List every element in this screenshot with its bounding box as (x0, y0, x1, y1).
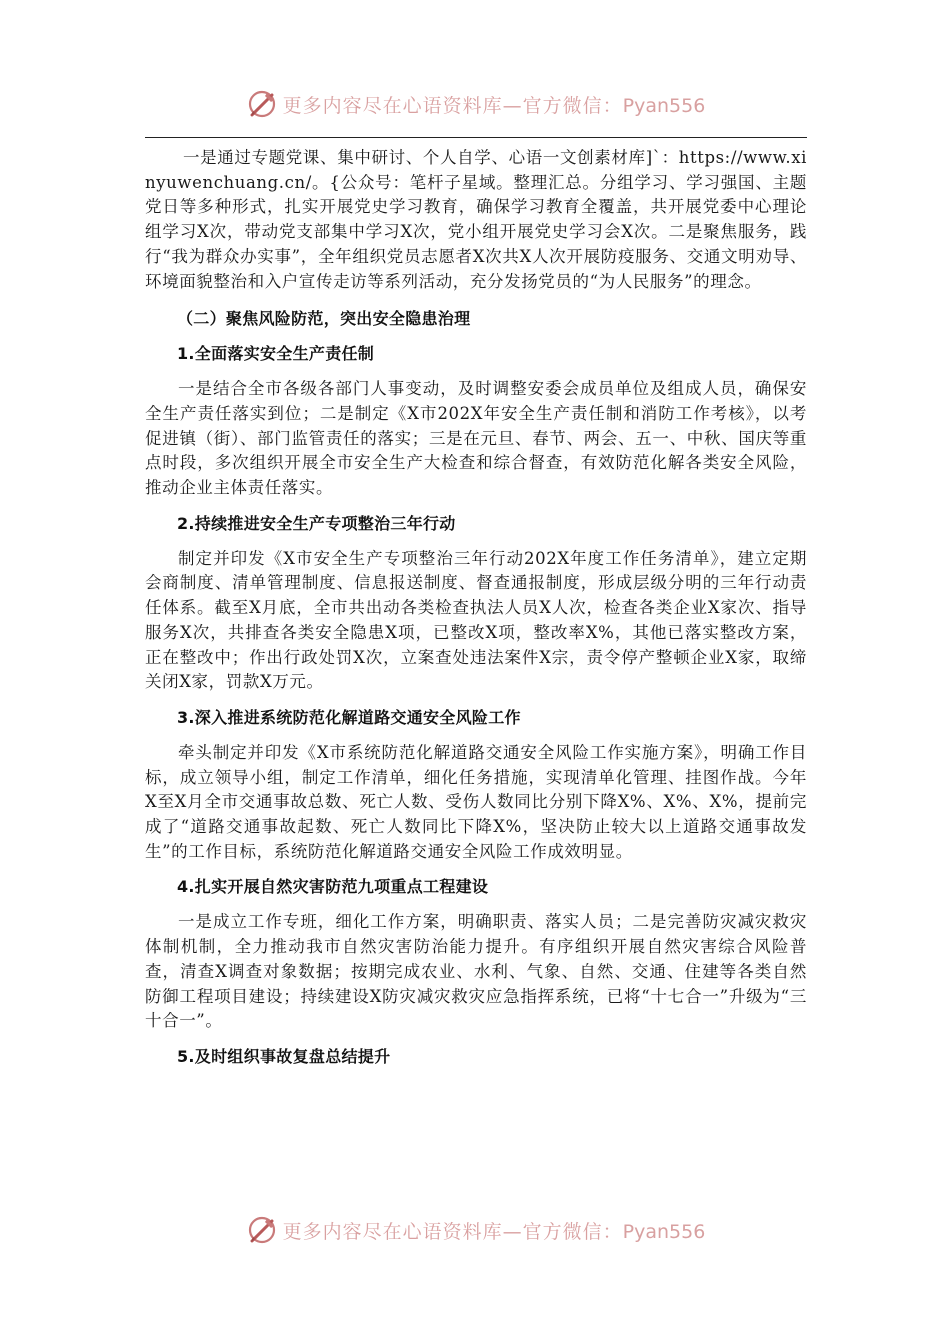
footer-banner (0, 1210, 950, 1250)
paragraph-3: 牵头制定并印发《X市系统防范化解道路交通安全风险工作实施方案》，明确工作目标，成立领导小组，制定工作清单，细化任务措施，实现清单化管理、挂图作战。今年X至X月全市交通事故总数、死亡人数、受伤人数同比分别下降X%、X%、X%，提前完成了“道路交通事故起数、死亡人数同比下降X%，坚决防止较大以上道路交通事故发生”的工作目标，系统防范化解道路交通安全风险工作成效明显。 (145, 742, 807, 861)
paragraph-2: 制定并印发《X市安全生产专项整治三年行动202X年度工作任务清单》，建立定期会商制度、清单管理制度、信息报送制度、督查通报制度，形成层级分明的三年行动责任体系。截至X月底，全市共出动各类检查执法人员X人次，检查各类企业X家次、指导服务X次，共排查各类安全隐患X项，已整改X项，整改率X%，其他已落实整改方案，正在整改中；作出行政处罚X次，立案查处违法案件X宗，责令停产整顿企业X家，取缔关闭X家，罚款X万元。 (145, 548, 807, 692)
subheading-3: 3.深入推进系统防范化解道路交通安全风险工作 (177, 707, 521, 727)
paragraph-1: 一是结合全市各级各部门人事变动，及时调整安委会成员单位及组成人员，确保安全生产责任落实到位；二是制定《X市202X年安全生产责任制和消防工作考核》，以考促进镇（街）、部门监管责任的落实；三是在元旦、春节、两会、五一、中秋、国庆等重点时段，多次组织开展全市安全生产大检查和综合督查，有效防范化解各类安全风险，推动企业主体责任落实。 (145, 379, 807, 498)
footer-banner-text: 更多内容尽在心语资料库—官方微信：Pyan556 (282, 1220, 706, 1243)
document-body (145, 146, 807, 1069)
subheading-1: 1.全面落实安全生产责任制 (177, 344, 375, 364)
pen-logo-icon (245, 1213, 279, 1247)
header-rule (145, 137, 807, 138)
paragraph-4: 一是成立工作专班，细化工作方案，明确职责、落实人员；二是完善防灾减灾救灾体制机制，全力推动我市自然灾害防治能力提升。有序组织开展自然灾害综合风险普查，清查X调查对象数据；按期完成农业、水利、气象、自然、交通、住建等各类自然防御工程项目建设；持续建设X防灾减灾救灾应急指挥系统，已将“十七合一”升级为“三十合一”。 (145, 912, 807, 1031)
subheading-4: 4.扎实开展自然灾害防范九项重点工程建设 (177, 877, 489, 897)
pen-logo-icon (245, 87, 279, 121)
header-banner (0, 84, 950, 124)
subheading-5: 5.及时组织事故复盘总结提升 (177, 1046, 391, 1066)
subheading-2: 2.持续推进安全生产专项整治三年行动 (177, 513, 456, 533)
section-heading-risk-prevention: （二）聚焦风险防范，突出安全隐患治理 (177, 309, 471, 329)
paragraph-party-study: 一是通过专题党课、集中研讨、个人自学、心语一文创素材库]`：https://www.xinyuwenchuang.cn/。{公众号：笔杆子星域。整理汇总。分组学习、学习强国、主题党日等多种形式，扎实开展党史学习教育，确保学习教育全覆盖，共开展党委中心理论组学习X次，带动党支部集中学习X次，党小组开展党史学习会X次。二是聚焦服务，践行“我为群众办实事”，全年组织党员志愿者X次共X人次开展防疫服务、交通文明劝导、环境面貌整治和入户宣传走访等系列活动，充分发扬党员的“为人民服务”的理念。 (145, 148, 807, 291)
header-banner-text: 更多内容尽在心语资料库—官方微信：Pyan556 (282, 94, 706, 117)
